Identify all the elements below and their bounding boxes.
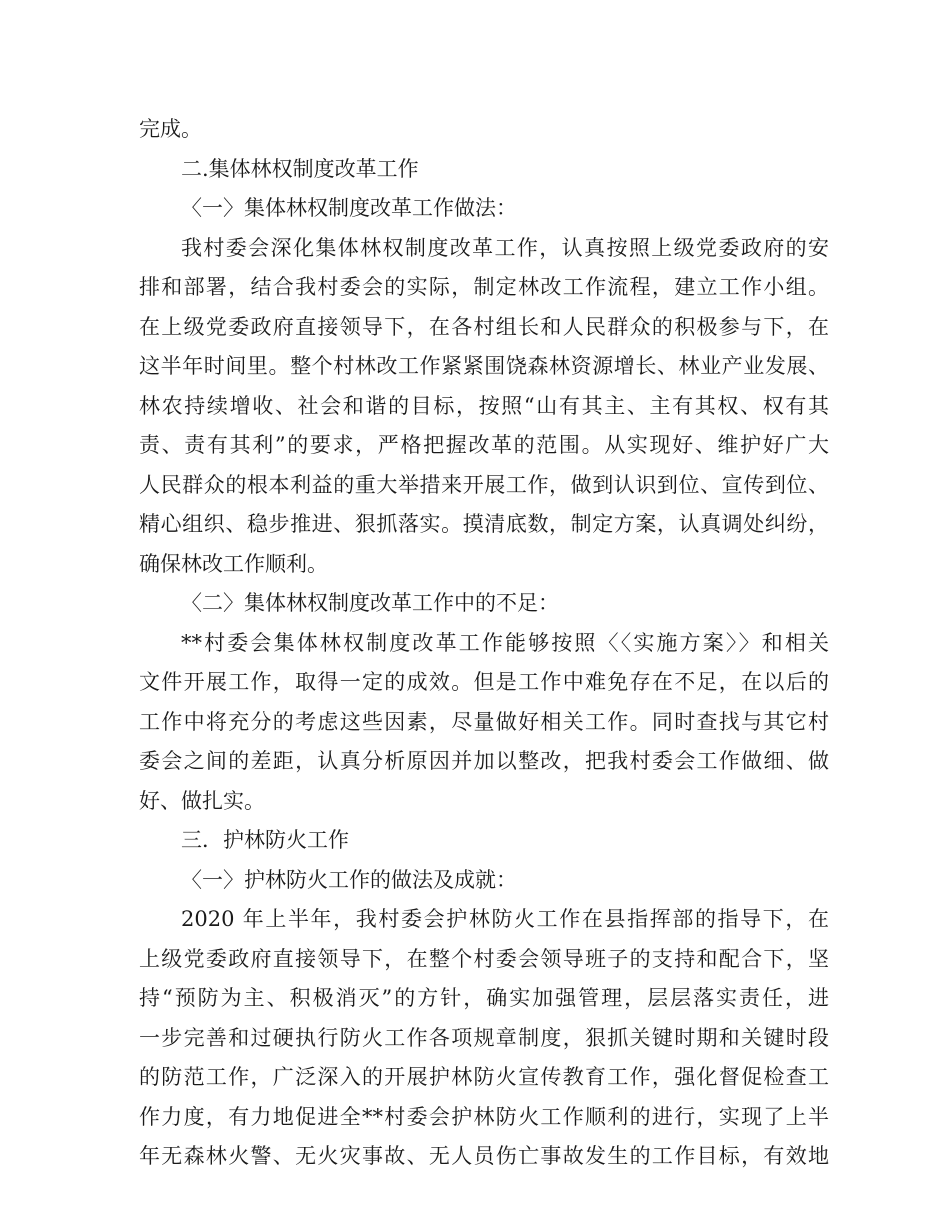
text-line: 林农持续增收、社会和谐的目标，按照“山有其主、主有其权、权有其: [139, 393, 829, 418]
section-heading: 三．护林防火工作: [181, 828, 349, 852]
text-line: 持“预防为主、积极消灭”的方针，确实加强管理，层层落实责任，进: [139, 986, 829, 1010]
text-line: 的防范工作，广泛深入的开展护林防火宣传教育工作，强化督促检查工: [139, 1065, 829, 1089]
text-line: 委会之间的差距，认真分析原因并加以整改，把我村委会工作做细、做: [139, 749, 829, 773]
subsection-heading: 〈二〉集体林权制度改革工作中的不足：: [181, 591, 559, 615]
text-line: 上级党委政府直接领导下，在整个村委会领导班子的支持和配合下，坚: [139, 946, 829, 971]
text-line: 在上级党委政府直接领导下，在各村组长和人民群众的积极参与下，在: [139, 314, 829, 339]
text-line: 2020 年上半年，我村委会护林防火工作在县指挥部的指导下，在: [181, 907, 829, 931]
text-line: 完成。: [139, 117, 202, 141]
text-line: 文件开展工作，取得一定的成效。但是工作中难免存在不足，在以后的: [139, 670, 829, 694]
text-line: 人民群众的根本利益的重大举措来开展工作，做到认识到位、宣传到位、: [139, 472, 829, 497]
subsection-heading: 〈一〉集体林权制度改革工作做法：: [181, 196, 517, 220]
text-line: 排和部署，结合我村委会的实际，制定林改工作流程，建立工作小组。: [139, 275, 829, 299]
text-line: 精心组织、稳步推进、狠抓落实。摸清底数，制定方案，认真调处纠纷，: [139, 512, 829, 536]
text-line: 这半年时间里。整个村林改工作紧紧围饶森林资源增长、林业产业发展、: [139, 354, 829, 378]
text-line: 好、做扎实。: [139, 788, 265, 813]
section-heading: 二.集体林权制度改革工作: [181, 156, 419, 181]
text-line: **村委会集体林权制度改革工作能够按照〈〈实施方案〉〉和相关: [181, 630, 829, 655]
document-body: [139, 110, 829, 1177]
text-line: 我村委会深化集体林权制度改革工作，认真按照上级党委政府的安: [181, 235, 829, 260]
text-line: 一步完善和过硬执行防火工作各项规章制度，狠抓关键时期和关键时段: [139, 1025, 829, 1050]
text-line: 确保林改工作顺利。: [139, 551, 328, 576]
text-line: 工作中将充分的考虑这些因素，尽量做好相关工作。同时查找与其它村: [139, 709, 829, 734]
text-line: 作力度，有力地促进全**村委会护林防火工作顺利的进行，实现了上半: [139, 1104, 829, 1129]
text-line: 责、责有其利”的要求，严格把握改革的范围。从实现好、维护好广大: [139, 433, 829, 457]
subsection-heading: 〈一〉护林防火工作的做法及成就：: [181, 867, 517, 892]
text-line: 年无森林火警、无火灾事故、无人员伤亡事故发生的工作目标，有效地: [139, 1144, 829, 1168]
